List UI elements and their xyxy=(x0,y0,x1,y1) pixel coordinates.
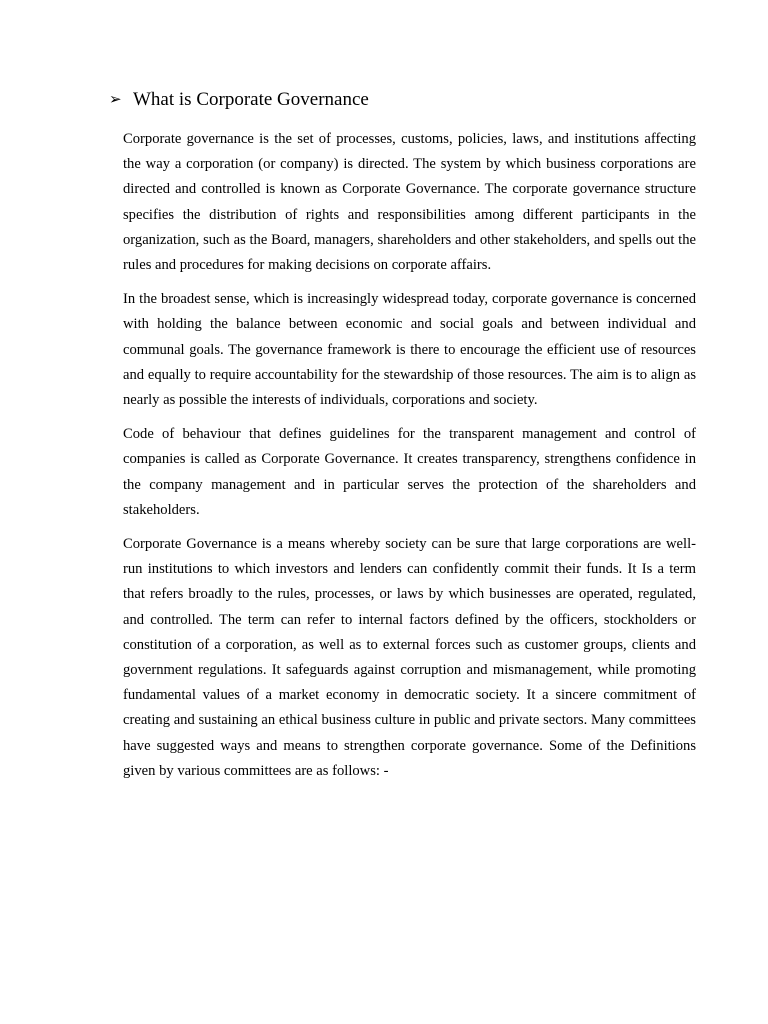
paragraph-3: Code of behaviour that defines guidelines for the transparent management and control of companies is called as Corporate Governance. It creates transparency, strengthens confidence in the company management and in particular serves the protection of the shareholders and stakeholders. xyxy=(123,426,696,518)
paragraph-1: Corporate governance is the set of processes, customs, policies, laws, and institutions affecting the way a corporation (or company) is directed. The system by which business corporations are directed and controlled is known as Corporate Governance. The corporate governance structure specifies the distribution of rights and responsibilities among different participants in the organization, such as the Board, managers, shareholders and other stakeholders, and spells out the rules and procedures for making decisions on corporate affairs. xyxy=(123,131,696,274)
paragraph-4: Corporate Governance is a means whereby society can be sure that large corporations are well-run institutions to which investors and lenders can confidently commit their funds. It Is a term that refers broadly to the rules, processes, or laws by which businesses are operated, regulated, and controlled. The term can refer to internal factors defined by the officers, stockholders or constitution of a corporation, as well as to external forces such as customer groups, clients and government regulations. It safeguards against corruption and mismanagement, while promoting fundamental values of a market economy in democratic society. It a sincere commitment of creating and sustaining an ethical business culture in public and private sectors. Many committees have suggested ways and means to strengthen corporate governance. Some of the Definitions given by various committees are as follows: - xyxy=(123,536,696,779)
paragraph-2: In the broadest sense, which is increasingly widespread today, corporate governance is concerned with holding the balance between economic and social goals and between individual and communal goals. The governance framework is there to encourage the efficient use of resources and equally to require accountability for the stewardship of those resources. The aim is to align as nearly as possible the interests of individuals, corporations and society. xyxy=(123,291,696,409)
section-heading xyxy=(109,86,369,114)
heading-title: What is Corporate Governance xyxy=(133,89,369,110)
body-text xyxy=(123,127,696,793)
arrow-bullet-icon: ➢ xyxy=(109,92,122,108)
